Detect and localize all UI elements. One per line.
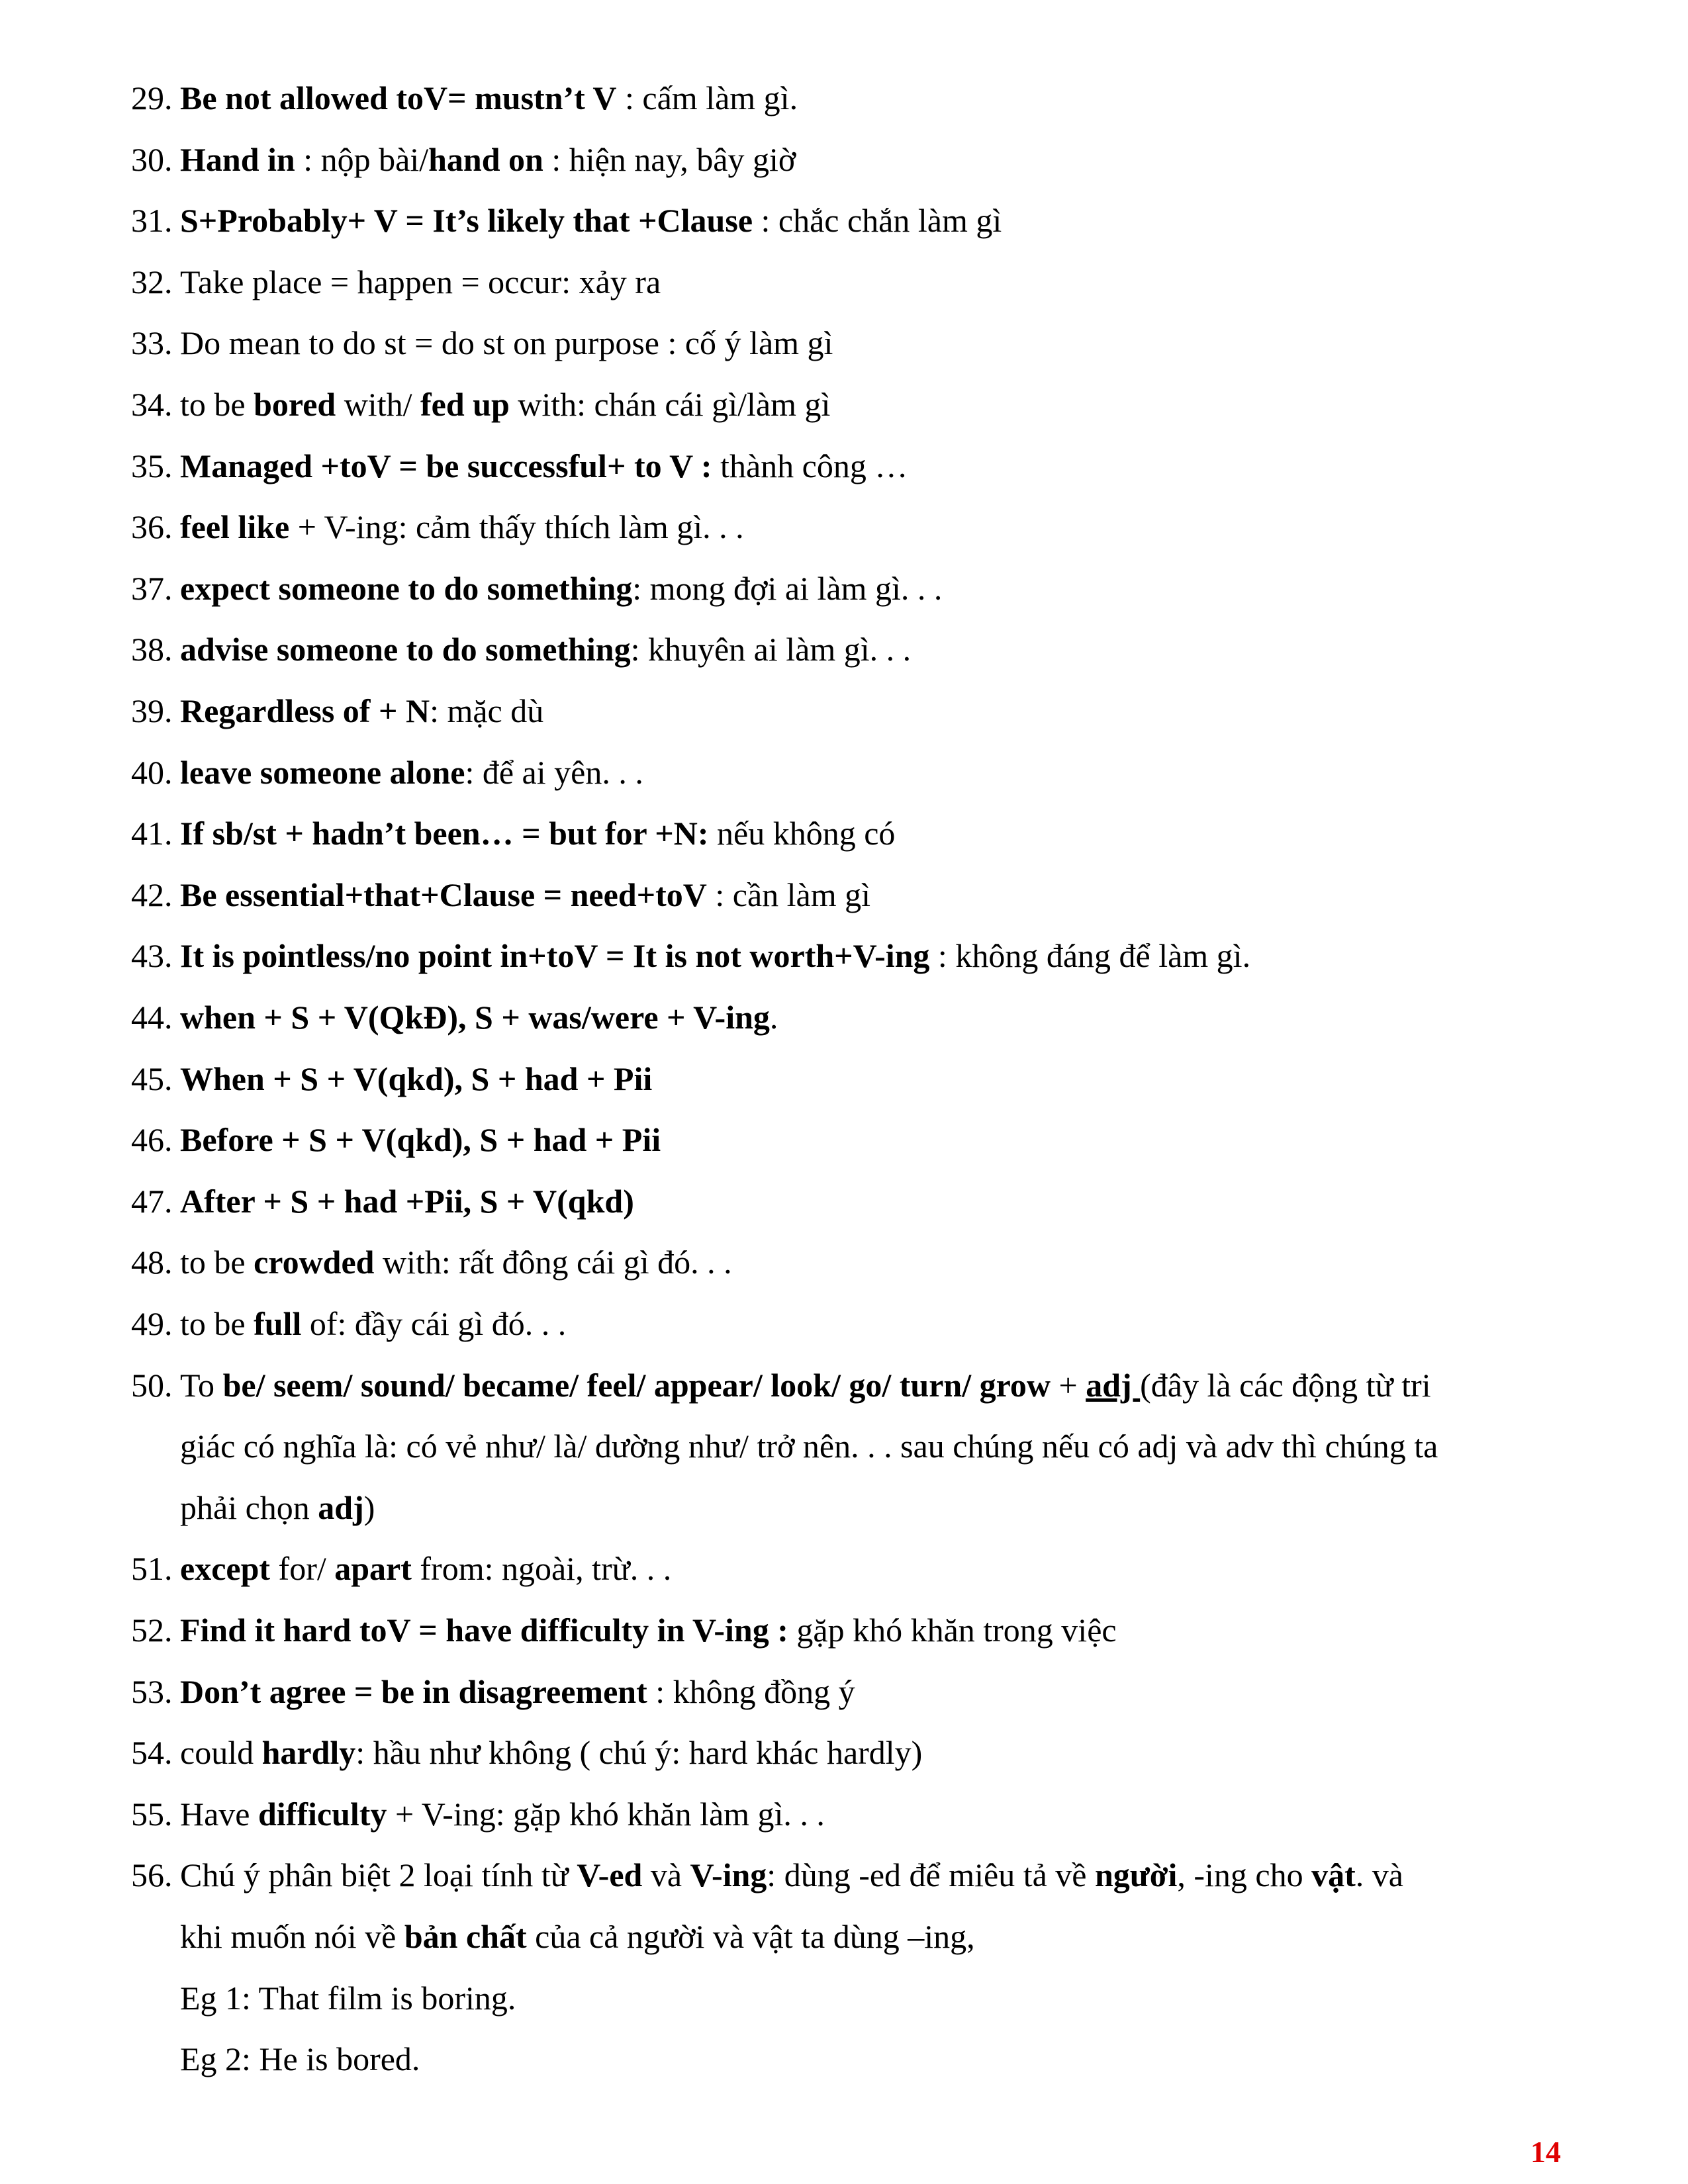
bold-segment: Don’t agree = be in disagreement bbox=[180, 1672, 647, 1710]
bold-segment: người bbox=[1094, 1856, 1178, 1894]
bold-segment: When + S + V(qkd), S + had + Pii bbox=[180, 1060, 653, 1097]
bold-segment: S+Probably+ V = It’s likely that +Clause bbox=[180, 202, 753, 240]
text-segment: with: chán cái gì/làm gì bbox=[509, 386, 831, 423]
text-segment: with/ bbox=[336, 386, 420, 423]
item-text bbox=[180, 140, 796, 179]
text-segment: Have bbox=[180, 1795, 258, 1833]
text-segment: Eg 2: He is bored. bbox=[180, 2040, 420, 2078]
item-text bbox=[180, 629, 911, 669]
bold-segment: vật bbox=[1311, 1856, 1356, 1894]
bold-segment: difficulty bbox=[258, 1795, 387, 1833]
text-segment: phải chọn bbox=[180, 1488, 318, 1526]
text-segment: , -ing cho bbox=[1177, 1856, 1312, 1894]
bold-segment: Regardless of + N bbox=[180, 692, 430, 729]
text-segment: : mong đợi ai làm gì. . . bbox=[632, 569, 943, 607]
item-number: 34. bbox=[131, 386, 173, 423]
item-number: 47. bbox=[131, 1182, 173, 1220]
item-number: 45. bbox=[131, 1060, 173, 1097]
item-number: 42. bbox=[131, 876, 173, 913]
text-segment: : hầu như không ( chú ý: hard khác hardly) bbox=[355, 1734, 923, 1772]
text-segment: to be bbox=[180, 1244, 254, 1281]
item-text bbox=[180, 78, 798, 118]
item-number: 48. bbox=[131, 1244, 173, 1281]
item-text bbox=[180, 1059, 652, 1099]
bold-segment: leave someone alone bbox=[180, 753, 465, 791]
text-segment: to be bbox=[180, 386, 254, 423]
text-segment: . và bbox=[1355, 1856, 1403, 1894]
bold-segment: Hand in bbox=[180, 140, 295, 178]
bold-segment: Be essential+that+Clause = need+toV bbox=[180, 876, 707, 913]
item-number: 29. bbox=[131, 79, 173, 116]
page-number: 14 bbox=[1530, 2135, 1561, 2169]
item-number: 52. bbox=[131, 1612, 173, 1649]
item-text bbox=[180, 323, 833, 363]
item-number: 53. bbox=[131, 1672, 173, 1710]
text-segment: ) bbox=[363, 1488, 375, 1526]
text-segment: : chắc chắn làm gì bbox=[753, 202, 1002, 240]
bold-segment: when + S + V(QkĐ), S + was/were + V-ing bbox=[180, 999, 770, 1036]
item-number: 38. bbox=[131, 631, 173, 668]
bold-segment: feel like bbox=[180, 508, 290, 546]
text-segment: (đây là các động từ tri bbox=[1140, 1366, 1431, 1404]
text-segment: : dùng -ed để miêu tả về bbox=[767, 1856, 1095, 1894]
item-text bbox=[180, 1120, 661, 1160]
item-text bbox=[180, 1365, 1431, 1405]
text-segment: . bbox=[769, 999, 778, 1036]
text-segment: : mặc dù bbox=[430, 692, 544, 729]
bold-segment: advise someone to do something bbox=[180, 631, 631, 668]
item-number: 50. bbox=[131, 1366, 173, 1404]
item-text bbox=[180, 1978, 516, 2018]
item-text bbox=[180, 936, 1250, 976]
item-text bbox=[180, 1855, 1403, 1895]
item-number: 35. bbox=[131, 447, 173, 484]
item-text bbox=[180, 1672, 855, 1711]
bold-segment: adj bbox=[1086, 1366, 1141, 1404]
bold-segment: V-ing bbox=[690, 1856, 767, 1894]
text-segment: Eg 1: That film is boring. bbox=[180, 1979, 516, 2017]
text-segment: from: ngoài, trừ. . . bbox=[411, 1550, 672, 1588]
bold-segment: fed up bbox=[420, 386, 510, 423]
item-text bbox=[180, 691, 543, 731]
item-text bbox=[180, 1488, 375, 1527]
text-segment: Take place = happen = occur: xảy ra bbox=[180, 263, 661, 300]
bold-segment: adj bbox=[318, 1488, 364, 1526]
item-number: 56. bbox=[131, 1856, 173, 1894]
text-segment: khi muốn nói về bbox=[180, 1918, 404, 1955]
text-segment: : nộp bài/ bbox=[295, 140, 429, 178]
bold-segment: apart bbox=[334, 1550, 412, 1588]
text-segment: nếu không có bbox=[708, 815, 896, 852]
text-segment: của cả người và vật ta dùng –ing, bbox=[526, 1918, 975, 1955]
item-number: 55. bbox=[131, 1795, 173, 1833]
text-segment: giác có nghĩa là: có vẻ như/ là/ dường như/ trở nên. . . sau chúng nếu có adj và adv thì chúng ta bbox=[180, 1428, 1438, 1465]
bold-segment: full bbox=[254, 1305, 302, 1342]
text-segment: : hiện nay, bây giờ bbox=[543, 140, 796, 178]
item-number: 36. bbox=[131, 508, 173, 546]
text-segment: + bbox=[1050, 1366, 1086, 1404]
bold-segment: Find it hard toV = have difficulty in V-ing : bbox=[180, 1612, 788, 1649]
bold-segment: Managed +toV = be successful+ to V : bbox=[180, 447, 712, 484]
text-segment: To bbox=[180, 1366, 223, 1404]
text-segment: : không đáng để làm gì. bbox=[929, 937, 1251, 975]
bold-segment: bản chất bbox=[404, 1918, 527, 1955]
text-segment: thành công … bbox=[712, 447, 908, 484]
item-text bbox=[180, 997, 778, 1037]
text-segment: : cấm làm gì. bbox=[616, 79, 798, 116]
text-segment: gặp khó khăn trong việc bbox=[788, 1612, 1117, 1649]
text-segment: for/ bbox=[270, 1550, 335, 1588]
item-text bbox=[180, 385, 830, 424]
item-number: 46. bbox=[131, 1121, 173, 1159]
text-segment: : để ai yên. . . bbox=[465, 753, 643, 791]
item-number: 33. bbox=[131, 324, 173, 362]
text-segment: Chú ý phân biệt 2 loại tính từ bbox=[180, 1856, 577, 1894]
item-text bbox=[180, 1304, 566, 1343]
item-text bbox=[180, 262, 661, 302]
item-text bbox=[180, 1794, 825, 1834]
item-text bbox=[180, 507, 744, 547]
text-segment: to be bbox=[180, 1305, 254, 1342]
text-segment: : khuyên ai làm gì. . . bbox=[630, 631, 912, 668]
item-number: 43. bbox=[131, 937, 173, 975]
bold-segment: be/ seem/ sound/ became/ feel/ appear/ look/ go/ turn/ grow bbox=[222, 1366, 1051, 1404]
item-text bbox=[180, 1917, 975, 1956]
item-text bbox=[180, 1242, 732, 1282]
item-text bbox=[180, 201, 1002, 240]
bold-segment: It is pointless/no point in+toV = It is not worth+V-ing bbox=[180, 937, 930, 975]
item-text bbox=[180, 1549, 671, 1588]
item-text bbox=[180, 1733, 922, 1772]
item-text bbox=[180, 569, 942, 608]
item-number: 51. bbox=[131, 1550, 173, 1588]
bold-segment: Before + S + V(qkd), S + had + Pii bbox=[180, 1121, 661, 1159]
item-text bbox=[180, 1610, 1117, 1650]
text-segment: và bbox=[642, 1856, 690, 1894]
item-text bbox=[180, 1426, 1438, 1466]
bold-segment: If sb/st + hadn’t been… = but for +N: bbox=[180, 815, 709, 852]
item-text bbox=[180, 875, 870, 915]
text-segment: + V-ing: cảm thấy thích làm gì. . . bbox=[289, 508, 744, 546]
item-number: 54. bbox=[131, 1734, 173, 1772]
bold-segment: Be not allowed toV= mustn’t V bbox=[180, 79, 617, 116]
item-number: 30. bbox=[131, 140, 173, 178]
bold-segment: V-ed bbox=[577, 1856, 643, 1894]
item-text bbox=[180, 813, 895, 853]
text-segment: : không đồng ý bbox=[647, 1672, 855, 1710]
text-segment: with: rất đông cái gì đó. . . bbox=[374, 1244, 732, 1281]
bold-segment: except bbox=[180, 1550, 271, 1588]
text-segment: could bbox=[180, 1734, 262, 1772]
text-segment: Do mean to do st = do st on purpose : cố ý làm gì bbox=[180, 324, 833, 362]
item-text bbox=[180, 1181, 634, 1221]
item-text bbox=[180, 752, 643, 792]
item-number: 40. bbox=[131, 753, 173, 791]
item-text bbox=[180, 446, 908, 486]
bold-segment: After + S + had +Pii, S + V(qkd) bbox=[180, 1182, 634, 1220]
bold-segment: hardly bbox=[261, 1734, 356, 1772]
item-number: 31. bbox=[131, 202, 173, 240]
item-number: 32. bbox=[131, 263, 173, 300]
text-segment: + V-ing: gặp khó khăn làm gì. . . bbox=[387, 1795, 825, 1833]
item-number: 44. bbox=[131, 999, 173, 1036]
bold-segment: bored bbox=[254, 386, 336, 423]
bold-segment: hand on bbox=[428, 140, 543, 178]
item-text bbox=[180, 2039, 420, 2079]
bold-segment: expect someone to do something bbox=[180, 569, 633, 607]
text-segment: : cần làm gì bbox=[706, 876, 871, 913]
item-number: 41. bbox=[131, 815, 173, 852]
item-number: 49. bbox=[131, 1305, 173, 1342]
bold-segment: crowded bbox=[254, 1244, 375, 1281]
item-number: 39. bbox=[131, 692, 173, 729]
text-segment: of: đầy cái gì đó. . . bbox=[301, 1305, 567, 1342]
item-number: 37. bbox=[131, 569, 173, 607]
